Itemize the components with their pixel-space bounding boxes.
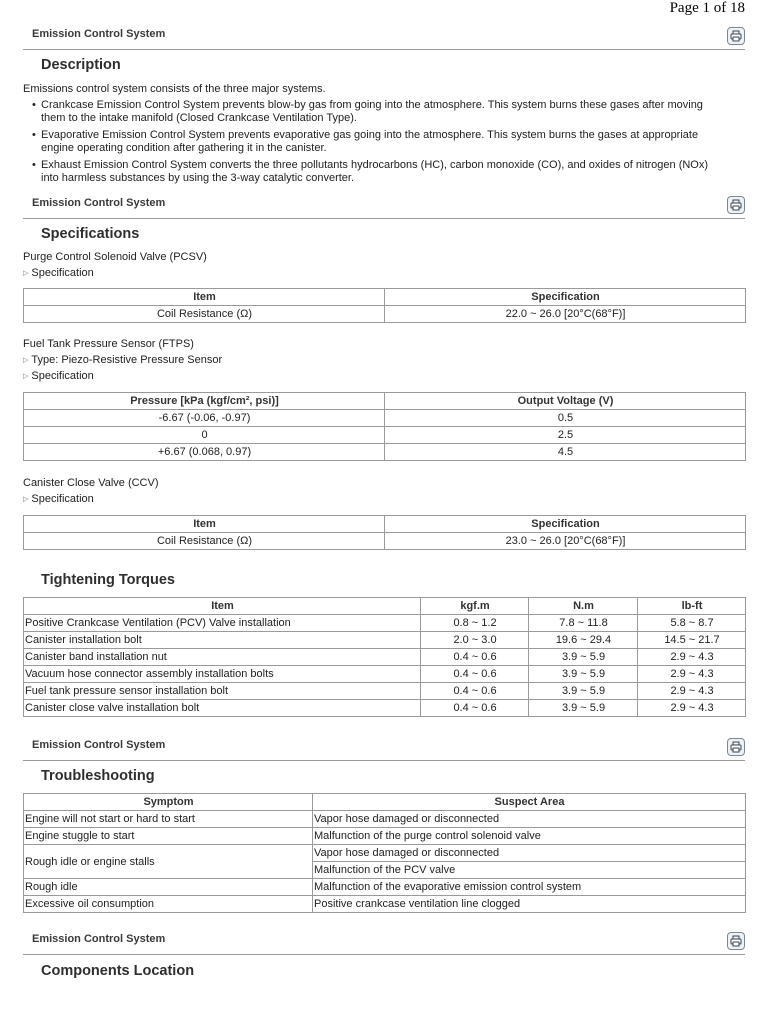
section-header-bar (23, 25, 745, 50)
table-cell: Excessive oil consumption (24, 896, 313, 913)
table-header-row (24, 598, 746, 615)
torques-title: Tightening Torques (41, 572, 175, 588)
table-header-cell: Specification (385, 516, 746, 533)
table-cell: Canister installation bolt (24, 632, 421, 649)
table-header-cell: N.m (529, 598, 638, 615)
table-cell: Positive Crankcase Ventilation (PCV) Valve installation (24, 615, 421, 632)
table-row (24, 700, 746, 717)
table-row (24, 444, 746, 461)
table-row (24, 615, 746, 632)
page-number: Page 1 of 18 (669, 0, 745, 16)
section-header-title: Emission Control System (32, 28, 166, 40)
print-button[interactable] (727, 196, 745, 214)
table-cell: 2.9 ~ 4.3 (638, 649, 746, 666)
table-cell: 2.0 ~ 3.0 (421, 632, 529, 649)
table-row (24, 666, 746, 683)
table-header-cell: Item (24, 516, 385, 533)
section-header-title: Emission Control System (32, 197, 166, 209)
table-cell: Vapor hose damaged or disconnected (313, 845, 746, 862)
components-location-title: Components Location (41, 963, 195, 979)
table-cell: Rough idle or engine stalls (24, 845, 313, 879)
table-header-row (24, 393, 746, 410)
table-cell: 2.9 ~ 4.3 (638, 700, 746, 717)
table-row (24, 649, 746, 666)
ccv-spec-table (23, 515, 746, 550)
table-cell: 3.9 ~ 5.9 (529, 649, 638, 666)
table-cell: 0.4 ~ 0.6 (421, 683, 529, 700)
section-header-bar (23, 930, 745, 955)
table-cell: 0.8 ~ 1.2 (421, 615, 529, 632)
bullet-item: • Exhaust Emission Control System converts the three pollutants hydrocarbons (HC), carbon monoxide (CO), and oxides of nitrogen (NOx) into harmless substances by using the 3-way catalytic converter. (23, 159, 733, 185)
ftps-spec-label: ▷ Specification (23, 370, 94, 382)
printer-icon (730, 30, 742, 42)
bullet-item: • Evaporative Emission Control System prevents evaporative gas going into the atmosphere. This system burns the gases at appropriate engine operating condition after gathering it in the canister. (23, 129, 733, 155)
table-row (24, 410, 746, 427)
table-row (24, 533, 746, 550)
table-row (24, 683, 746, 700)
table-cell: Rough idle (24, 879, 313, 896)
table-cell: 3.9 ~ 5.9 (529, 700, 638, 717)
table-header-cell: Pressure [kPa (kgf/cm², psi)] (24, 393, 385, 410)
table-row (24, 427, 746, 444)
printer-icon (730, 199, 742, 211)
table-row (24, 828, 746, 845)
table-cell: 5.8 ~ 8.7 (638, 615, 746, 632)
table-header-row (24, 794, 746, 811)
table-cell: Coil Resistance (Ω) (24, 306, 385, 323)
printer-icon (730, 741, 742, 753)
table-cell: Coil Resistance (Ω) (24, 533, 385, 550)
section-header-bar (23, 194, 745, 219)
table-cell: 0.4 ~ 0.6 (421, 649, 529, 666)
section-header-title: Emission Control System (32, 739, 166, 751)
table-cell: 3.9 ~ 5.9 (529, 666, 638, 683)
table-cell: Canister close valve installation bolt (24, 700, 421, 717)
triangle-icon: ▷ (23, 357, 29, 364)
print-button[interactable] (727, 27, 745, 45)
troubleshooting-title: Troubleshooting (41, 768, 155, 784)
ftps-spec-table (23, 392, 746, 461)
print-button[interactable] (727, 932, 745, 950)
troubleshooting-table (23, 793, 746, 913)
table-header-cell: lb-ft (638, 598, 746, 615)
section-header-bar (23, 736, 745, 761)
ftps-name: Fuel Tank Pressure Sensor (FTPS) (23, 338, 194, 350)
table-row (24, 811, 746, 828)
table-cell: -6.67 (-0.06, -0.97) (24, 410, 385, 427)
table-row (24, 879, 746, 896)
pcsv-spec-label: ▷ Specification (23, 267, 94, 279)
table-cell: Vapor hose damaged or disconnected (313, 811, 746, 828)
pcsv-spec-table (23, 288, 746, 323)
table-cell: Engine will not start or hard to start (24, 811, 313, 828)
section-header-title: Emission Control System (32, 933, 166, 945)
table-row (24, 632, 746, 649)
printer-icon (730, 935, 742, 947)
bullet-item: • Crankcase Emission Control System prevents blow-by gas from going into the atmosphere. This system burns these gases after moving them to the intake manifold (Closed Crankcase Ventilation Type). (23, 99, 733, 125)
description-bullets (23, 99, 733, 189)
table-cell: Malfunction of the PCV valve (313, 862, 746, 879)
table-cell: 0.4 ~ 0.6 (421, 666, 529, 683)
ccv-name: Canister Close Valve (CCV) (23, 477, 159, 489)
table-header-cell: Item (24, 598, 421, 615)
description-title: Description (41, 57, 121, 73)
triangle-icon: ▷ (23, 373, 29, 380)
table-cell: +6.67 (0.068, 0.97) (24, 444, 385, 461)
table-header-cell: Symptom (24, 794, 313, 811)
table-cell: Canister band installation nut (24, 649, 421, 666)
table-cell: 2.9 ~ 4.3 (638, 683, 746, 700)
table-cell: 7.8 ~ 11.8 (529, 615, 638, 632)
table-cell: Malfunction of the evaporative emission control system (313, 879, 746, 896)
table-cell: Vacuum hose connector assembly installation bolts (24, 666, 421, 683)
table-cell: 2.9 ~ 4.3 (638, 666, 746, 683)
table-cell: 4.5 (385, 444, 746, 461)
table-row (24, 306, 746, 323)
table-header-row (24, 289, 746, 306)
triangle-icon: ▷ (23, 496, 29, 503)
table-row (24, 896, 746, 913)
table-header-row (24, 516, 746, 533)
table-cell: 3.9 ~ 5.9 (529, 683, 638, 700)
table-cell: 0 (24, 427, 385, 444)
table-cell: 14.5 ~ 21.7 (638, 632, 746, 649)
table-cell: 0.5 (385, 410, 746, 427)
table-cell: 2.5 (385, 427, 746, 444)
triangle-icon: ▷ (23, 270, 29, 277)
table-header-cell: Item (24, 289, 385, 306)
table-cell: Malfunction of the purge control solenoid valve (313, 828, 746, 845)
table-header-cell: kgf.m (421, 598, 529, 615)
print-button[interactable] (727, 738, 745, 756)
table-cell: 0.4 ~ 0.6 (421, 700, 529, 717)
description-intro: Emissions control system consists of the three major systems. (23, 83, 326, 95)
table-cell: 22.0 ~ 26.0 [20°C(68°F)] (385, 306, 746, 323)
table-cell: 23.0 ~ 26.0 [20°C(68°F)] (385, 533, 746, 550)
ccv-spec-label: ▷ Specification (23, 493, 94, 505)
pcsv-name: Purge Control Solenoid Valve (PCSV) (23, 251, 207, 263)
table-header-cell: Specification (385, 289, 746, 306)
torques-table (23, 597, 746, 717)
table-header-cell: Suspect Area (313, 794, 746, 811)
table-cell: Positive crankcase ventilation line clogged (313, 896, 746, 913)
table-header-cell: Output Voltage (V) (385, 393, 746, 410)
table-cell: 19.6 ~ 29.4 (529, 632, 638, 649)
table-cell: Fuel tank pressure sensor installation bolt (24, 683, 421, 700)
table-row (24, 845, 746, 862)
specifications-title: Specifications (41, 226, 140, 242)
ftps-type-label: ▷ Type: Piezo-Resistive Pressure Sensor (23, 354, 223, 366)
table-cell: Engine stuggle to start (24, 828, 313, 845)
